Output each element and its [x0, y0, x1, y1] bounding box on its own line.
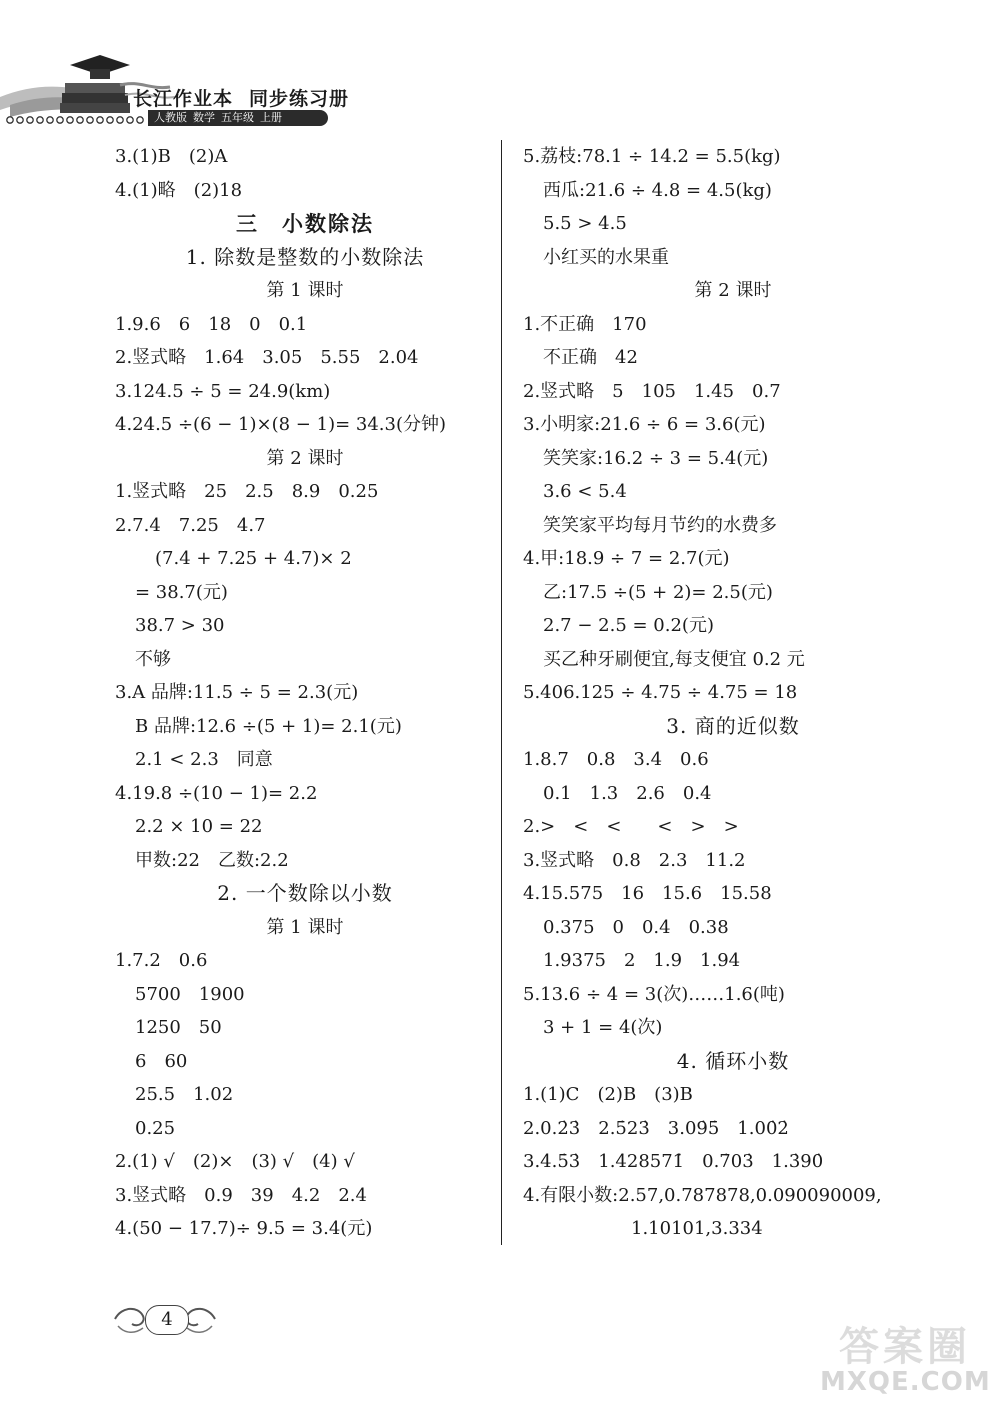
- answer-line: 25.5 1.02: [135, 1084, 234, 1105]
- section-heading: 4. 循环小数: [676, 1048, 790, 1073]
- answer-line: 4.(1)略 (2)18: [115, 179, 243, 201]
- answer-line: 3.6 < 5.4: [543, 481, 627, 502]
- answer-line: 4.有限小数:2.57,0.787878,0.090090009,: [523, 1184, 882, 1206]
- answer-line: 1.竖式略 25 2.5 8.9 0.25: [115, 481, 379, 502]
- answer-line: 1250 50: [135, 1017, 222, 1038]
- answer-line: 1.9.6 6 18 0 0.1: [115, 313, 308, 335]
- answer-line: 2.竖式略 5 105 1.45 0.7: [523, 380, 781, 402]
- answer-line: 0.375 0 0.4 0.38: [543, 916, 729, 938]
- section-heading: 第 2 课时: [266, 447, 344, 469]
- site-watermark: [820, 1315, 990, 1400]
- section-heading: 2. 一个数除以小数: [217, 881, 393, 905]
- answer-line: 3 + 1 = 4(次): [543, 1017, 663, 1038]
- section-heading: 第 1 课时: [266, 916, 344, 938]
- answer-line: 2.> < < < > >: [523, 816, 739, 837]
- answer-line: 5.13.6 ÷ 4 = 3(次)……1.6(吨): [523, 983, 785, 1005]
- answer-line: 1.9375 2 1.9 1.94: [543, 950, 741, 971]
- page-header: [0, 0, 1000, 140]
- volume-label: 上册: [260, 111, 282, 124]
- answer-line: 2.竖式略 1.64 3.05 5.55 2.04: [115, 347, 419, 368]
- answer-line: 4.甲:18.9 ÷ 7 = 2.7(元): [523, 548, 730, 569]
- answer-line: 1.(1)C (2)B (3)B: [523, 1084, 693, 1105]
- answer-line: 38.7 > 30: [135, 615, 225, 636]
- answer-line: 笑笑家:16.2 ÷ 3 = 5.4(元): [543, 447, 769, 469]
- answer-line: 5700 1900: [135, 983, 245, 1005]
- left-answer-column: [115, 140, 495, 1246]
- answer-line: 2.0.2̇3̇ 2.5̇23̇ 3.09̇5̇ 1.00̇2̇: [523, 1117, 789, 1139]
- grade-label: 五年级: [221, 111, 254, 124]
- section-heading: 三 小数除法: [236, 211, 374, 236]
- answer-line: 3.(1)B (2)A: [115, 146, 228, 167]
- right-answer-column: [523, 140, 943, 1246]
- answer-line: 1.不正确 170: [523, 313, 647, 335]
- answer-line: 2.(1) √ (2)× (3) √ (4) √: [115, 1151, 355, 1172]
- answer-line: 1.7.2 0.6: [115, 950, 208, 971]
- answer-line: 3.A 品牌:11.5 ÷ 5 = 2.3(元): [115, 682, 359, 703]
- answer-line: 西瓜:21.6 ÷ 4.8 = 4.5(kg): [543, 179, 772, 201]
- answer-line: 0.1 1.3 2.6 0.4: [543, 782, 712, 804]
- answer-line: = 38.7(元): [135, 581, 228, 603]
- answer-line: 0.25: [135, 1117, 176, 1139]
- answer-line: (7.4 + 7.25 + 4.7)× 2: [155, 548, 352, 569]
- answer-line: 2.2 × 10 = 22: [135, 816, 263, 837]
- answer-line: 小红买的水果重: [543, 246, 669, 268]
- answer-line: 5.5 > 4.5: [543, 213, 627, 234]
- answer-line: 4.(50 − 17.7)÷ 9.5 = 3.4(元): [115, 1218, 373, 1239]
- section-heading: 3. 商的近似数: [666, 713, 800, 738]
- dot-border-decoration: [4, 114, 154, 126]
- answer-line: 2.1 < 2.3 同意: [135, 749, 273, 770]
- answer-line: 3.4.5̇3̇ 1.4̇28571̇ 0.7̇03̇ 1.3̇90̇: [523, 1151, 824, 1172]
- edition-banner: [148, 110, 328, 126]
- column-divider: [501, 140, 502, 1245]
- answer-line: 4.19.8 ÷(10 − 1)= 2.2: [115, 782, 318, 804]
- answer-line: 甲数:22 乙数:2.2: [135, 849, 289, 871]
- answer-line: 3.小明家:21.6 ÷ 6 = 3.6(元): [523, 414, 766, 435]
- page-number: 4: [145, 1305, 189, 1335]
- answer-line: 3.124.5 ÷ 5 = 24.9(km): [115, 380, 331, 402]
- answer-line: 4.15.575 16 15.6 15.58: [523, 883, 772, 904]
- section-heading: 1. 除数是整数的小数除法: [185, 244, 425, 269]
- answer-line: 1.8.7 0.8 3.4 0.6: [523, 749, 709, 770]
- answer-line: 3.竖式略 0.9 39 4.2 2.4: [115, 1184, 367, 1206]
- answer-line: 5.荔枝:78.1 ÷ 14.2 = 5.5(kg): [523, 146, 781, 167]
- answer-line: 买乙种牙刷便宜,每支便宜 0.2 元: [543, 648, 805, 670]
- answer-line: 2.7.4 7.25 4.7: [115, 514, 266, 536]
- answer-line: 笑笑家平均每月节约的水费多: [543, 514, 777, 536]
- answer-line: 6 60: [135, 1050, 188, 1072]
- section-heading: 第 1 课时: [266, 280, 344, 301]
- answer-line: 2.7 − 2.5 = 0.2(元): [543, 615, 714, 636]
- subject-label: 数学: [193, 111, 215, 124]
- answer-line: 不够: [135, 648, 171, 670]
- answer-line: 5.406.125 ÷ 4.75 ÷ 4.75 = 18: [523, 682, 798, 703]
- answer-line: 4.24.5 ÷(6 − 1)×(8 − 1)= 34.3(分钟): [115, 414, 447, 435]
- edition-label: 人教版: [154, 111, 187, 124]
- watermark-logo-text: 答案圈: [839, 1324, 971, 1370]
- answer-line: B 品牌:12.6 ÷(5 + 1)= 2.1(元): [135, 715, 402, 737]
- book-series-title: [133, 84, 349, 111]
- watermark-domain: MXQE.COM: [820, 1367, 991, 1397]
- series-name: 长江作业本: [133, 88, 234, 110]
- series-subtitle: 同步练习册: [249, 88, 350, 110]
- answer-line: 乙:17.5 ÷(5 + 2)= 2.5(元): [543, 581, 773, 603]
- answer-line: 不正确 42: [543, 347, 638, 368]
- answer-line: 1.10101,3.334: [631, 1218, 763, 1239]
- section-heading: 第 2 课时: [694, 280, 772, 301]
- answer-line: 3.竖式略 0.8 2.3 11.2: [523, 849, 746, 871]
